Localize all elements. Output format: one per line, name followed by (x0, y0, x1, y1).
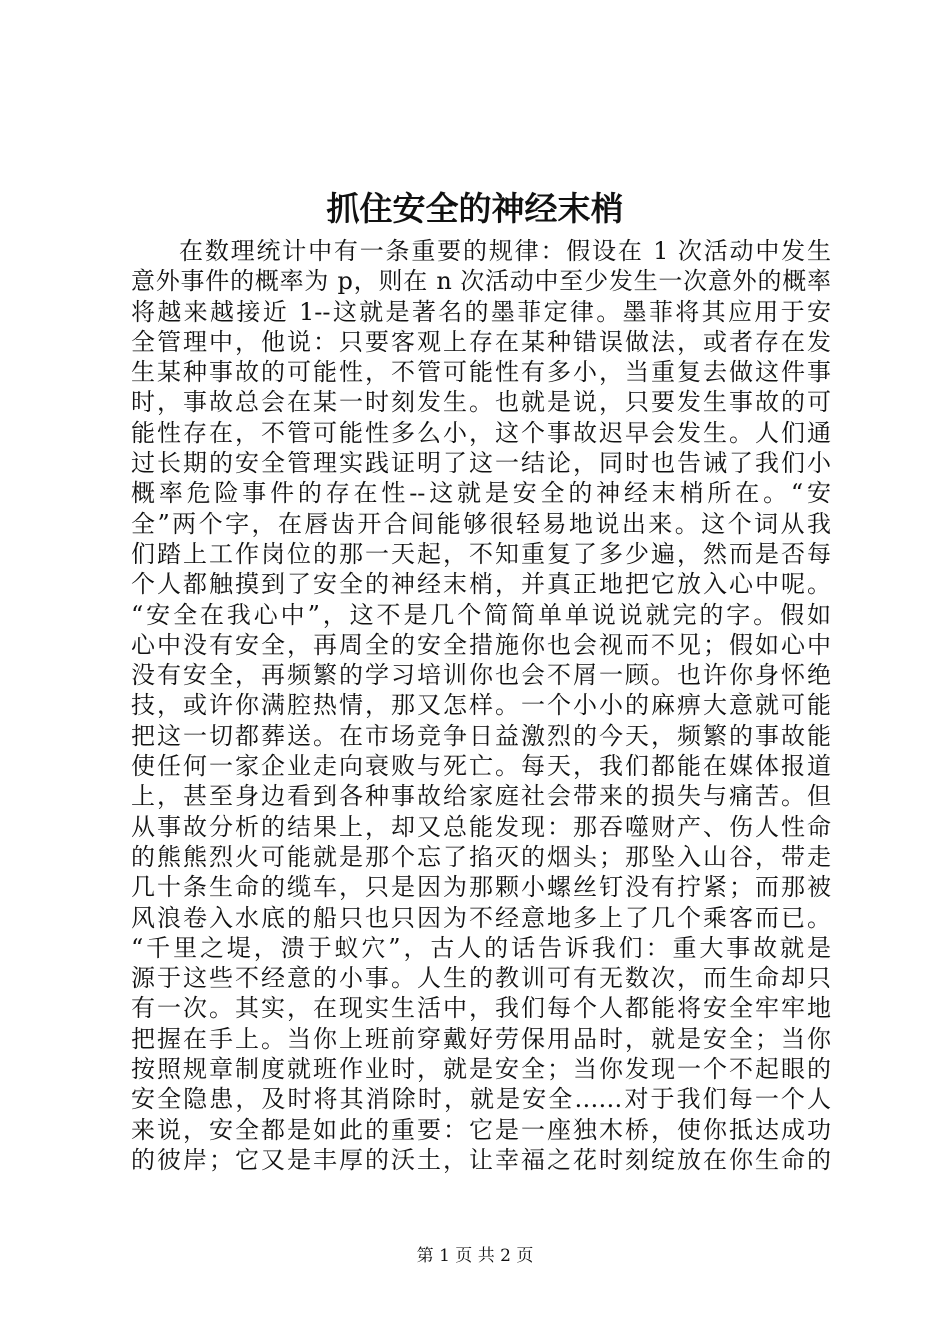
body-line: 们踏上工作岗位的那一天起，不知重复了多少遍，然而是否每 (131, 539, 831, 568)
body-line: 的熊熊烈火可能就是那个忘了掐灭的烟头；那坠入山谷，带走 (131, 842, 831, 871)
body-line: 技，或许你满腔热情，那又怎样。一个小小的麻痹大意就可能 (131, 691, 831, 720)
body-line: “千里之堤，溃于蚁穴”，古人的话告诉我们：重大事故就是 (131, 933, 831, 962)
body-line: 将越来越接近 1--这就是著名的墨菲定律。墨菲将其应用于安 (131, 297, 831, 326)
body-line: 上，甚至身边看到各种事故给家庭社会带来的损失与痛苦。但 (131, 782, 831, 811)
body-line: 时，事故总会在某一时刻发生。也就是说，只要发生事故的可 (131, 388, 831, 417)
body-line: 把这一切都葬送。在市场竞争日益激烈的今天，频繁的事故能 (131, 721, 831, 750)
body-line: 的彼岸；它又是丰厚的沃土，让幸福之花时刻绽放在你生命的 (131, 1145, 831, 1174)
body-line: 风浪卷入水底的船只也只因为不经意地多上了几个乘客而已。 (131, 903, 831, 932)
body-line: 能性存在，不管可能性多么小，这个事故迟早会发生。人们通 (131, 418, 831, 447)
body-line: 源于这些不经意的小事。人生的教训可有无数次，而生命却只 (131, 964, 831, 993)
body-line: 从事故分析的结果上，却又总能发现：那吞噬财产、伤人性命 (131, 812, 831, 841)
page-footer: 第 1 页 共 2 页 (416, 1246, 534, 1266)
body-line: 安全隐患，及时将其消除时，就是安全……对于我们每一个人 (131, 1085, 831, 1114)
body-line: 个人都触摸到了安全的神经末梢，并真正地把它放入心中呢。 (131, 570, 831, 599)
body-line: 几十条生命的缆车，只是因为那颗小螺丝钉没有拧紧；而那被 (131, 873, 831, 902)
body-line: 全管理中，他说：只要客观上存在某种错误做法，或者存在发 (131, 327, 831, 356)
body-line: 按照规章制度就班作业时，就是安全；当你发现一个不起眼的 (131, 1055, 831, 1084)
body-line: 把握在手上。当你上班前穿戴好劳保用品时，就是安全；当你 (131, 1024, 831, 1053)
body-line: 过长期的安全管理实践证明了这一结论，同时也告诫了我们小 (131, 449, 831, 478)
body-line: 心中没有安全，再周全的安全措施你也会视而不见；假如心中 (131, 630, 831, 659)
document-title: 抓住安全的神经末梢 (326, 189, 624, 228)
body-line: 没有安全，再频繁的学习培训你也会不屑一顾。也许你身怀绝 (131, 661, 831, 690)
body-line: 全”两个字，在唇齿开合间能够很轻易地说出来。这个词从我 (131, 509, 831, 538)
body-line: 概率危险事件的存在性--这就是安全的神经末梢所在。“安 (131, 479, 831, 508)
document-body (131, 236, 831, 1175)
body-line: 意外事件的概率为 p，则在 n 次活动中至少发生一次意外的概率 (131, 267, 831, 296)
body-line: 来说，安全都是如此的重要：它是一座独木桥，使你抵达成功 (131, 1115, 831, 1144)
body-line: “安全在我心中”，这不是几个简简单单说说就完的字。假如 (131, 600, 831, 629)
body-line: 生某种事故的可能性，不管可能性有多小，当重复去做这件事 (131, 358, 831, 387)
body-line: 有一次。其实，在现实生活中，我们每个人都能将安全牢牢地 (131, 994, 831, 1023)
body-line: 使任何一家企业走向衰败与死亡。每天，我们都能在媒体报道 (131, 752, 831, 781)
body-line: 在数理统计中有一条重要的规律：假设在 1 次活动中发生 (179, 237, 831, 265)
